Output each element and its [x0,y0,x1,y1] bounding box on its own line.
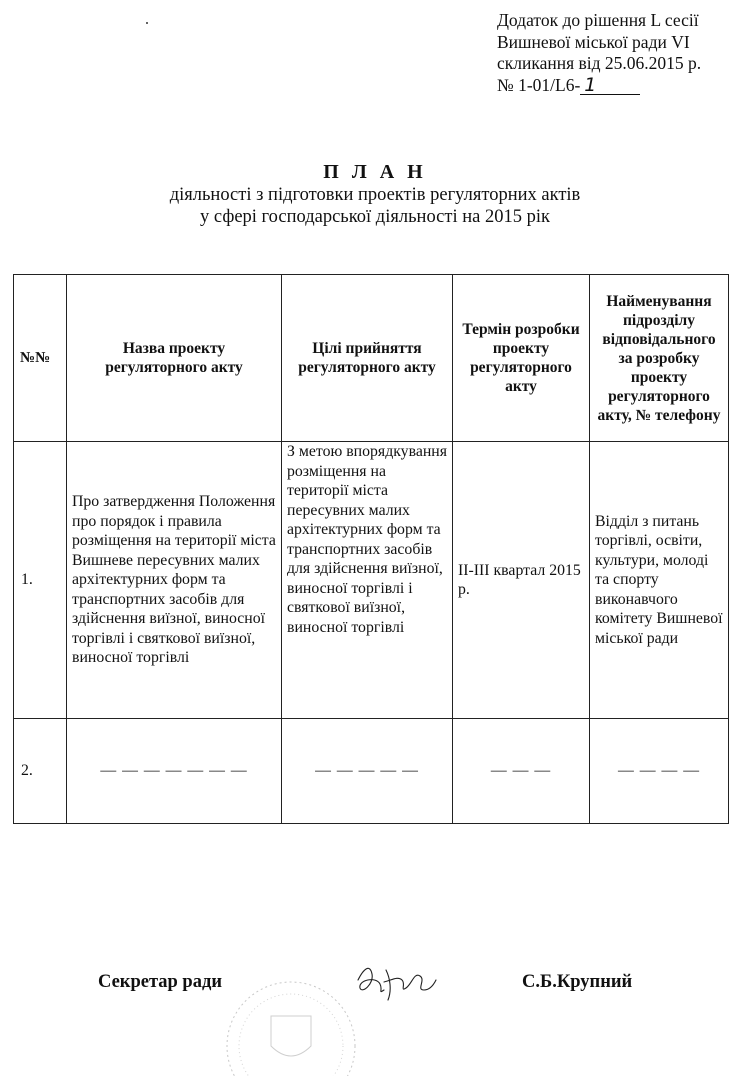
table-header-row [14,275,729,442]
row-term: — — — [453,719,590,824]
header-department: Найменування підрозділу відповідального за розробку проекту регуляторного акту, № телефону [590,275,729,442]
table-row [14,442,729,719]
row-act-name: Про затвердження Положення про порядок і правила розміщення на території міста Вишневе пересувних малих архітектурних форм та транспортних засобів для здійснення виїзної, виносної торгівлі і святкової виїзної, виносної торгівлі [67,442,282,719]
row-term: ІІ-ІІІ квартал 2015 р. [453,442,590,719]
header-term: Термін розробки проекту регуляторного акту [453,275,590,442]
document-title [0,160,750,228]
appendix-line-1: Додаток до рішення L сесії [497,10,699,30]
appendix-number [497,75,737,97]
row-goal: З метою впорядкування розміщення на території міста пересувних малих архітектурних форм та транспортних засобів для здійснення виїзної, виносної торгівлі і святкової виїзної, виносної торгівлі [282,442,453,719]
handwritten-signature-icon [350,950,440,1010]
row-goal: — — — — — [282,719,453,824]
appendix-number-prefix: № 1-01/L6- [497,74,581,95]
appendix-line-2: Вишневої міської ради VI [497,31,690,52]
plan-heading: П Л А Н [323,161,427,183]
plan-subtitle-1: діяльності з підготовки проектів регуляторних актів [169,185,581,205]
row-department: — — — — [590,719,729,824]
row-number: 2. [14,719,67,824]
scan-speck [146,22,148,24]
row-department: Відділ з питань торгівлі, освіти, культури, молоді та спорту виконавчого комітету Вишневої міської ради [590,442,729,719]
header-number: №№ [14,275,67,442]
plan-subtitle-2: у сфері господарської діяльності на 2015 рік [200,207,550,227]
appendix-number-value: 1 [580,77,640,95]
header-goals: Цілі прийняття регуляторного акту [282,275,453,442]
header-act-name: Назва проекту регуляторного акту [67,275,282,442]
seal-stamp-icon [196,976,376,1076]
row-act-name: — — — — — — — [67,719,282,824]
appendix-note [497,10,737,96]
table-row [14,719,729,824]
appendix-line-3: скликання від 25.06.2015 р. [497,53,702,73]
signature-block [0,966,750,1076]
signatory-name: С.Б.Крупний [522,972,633,992]
plan-table [13,274,729,824]
row-number: 1. [14,442,67,719]
signatory-title: Секретар ради [98,972,222,992]
